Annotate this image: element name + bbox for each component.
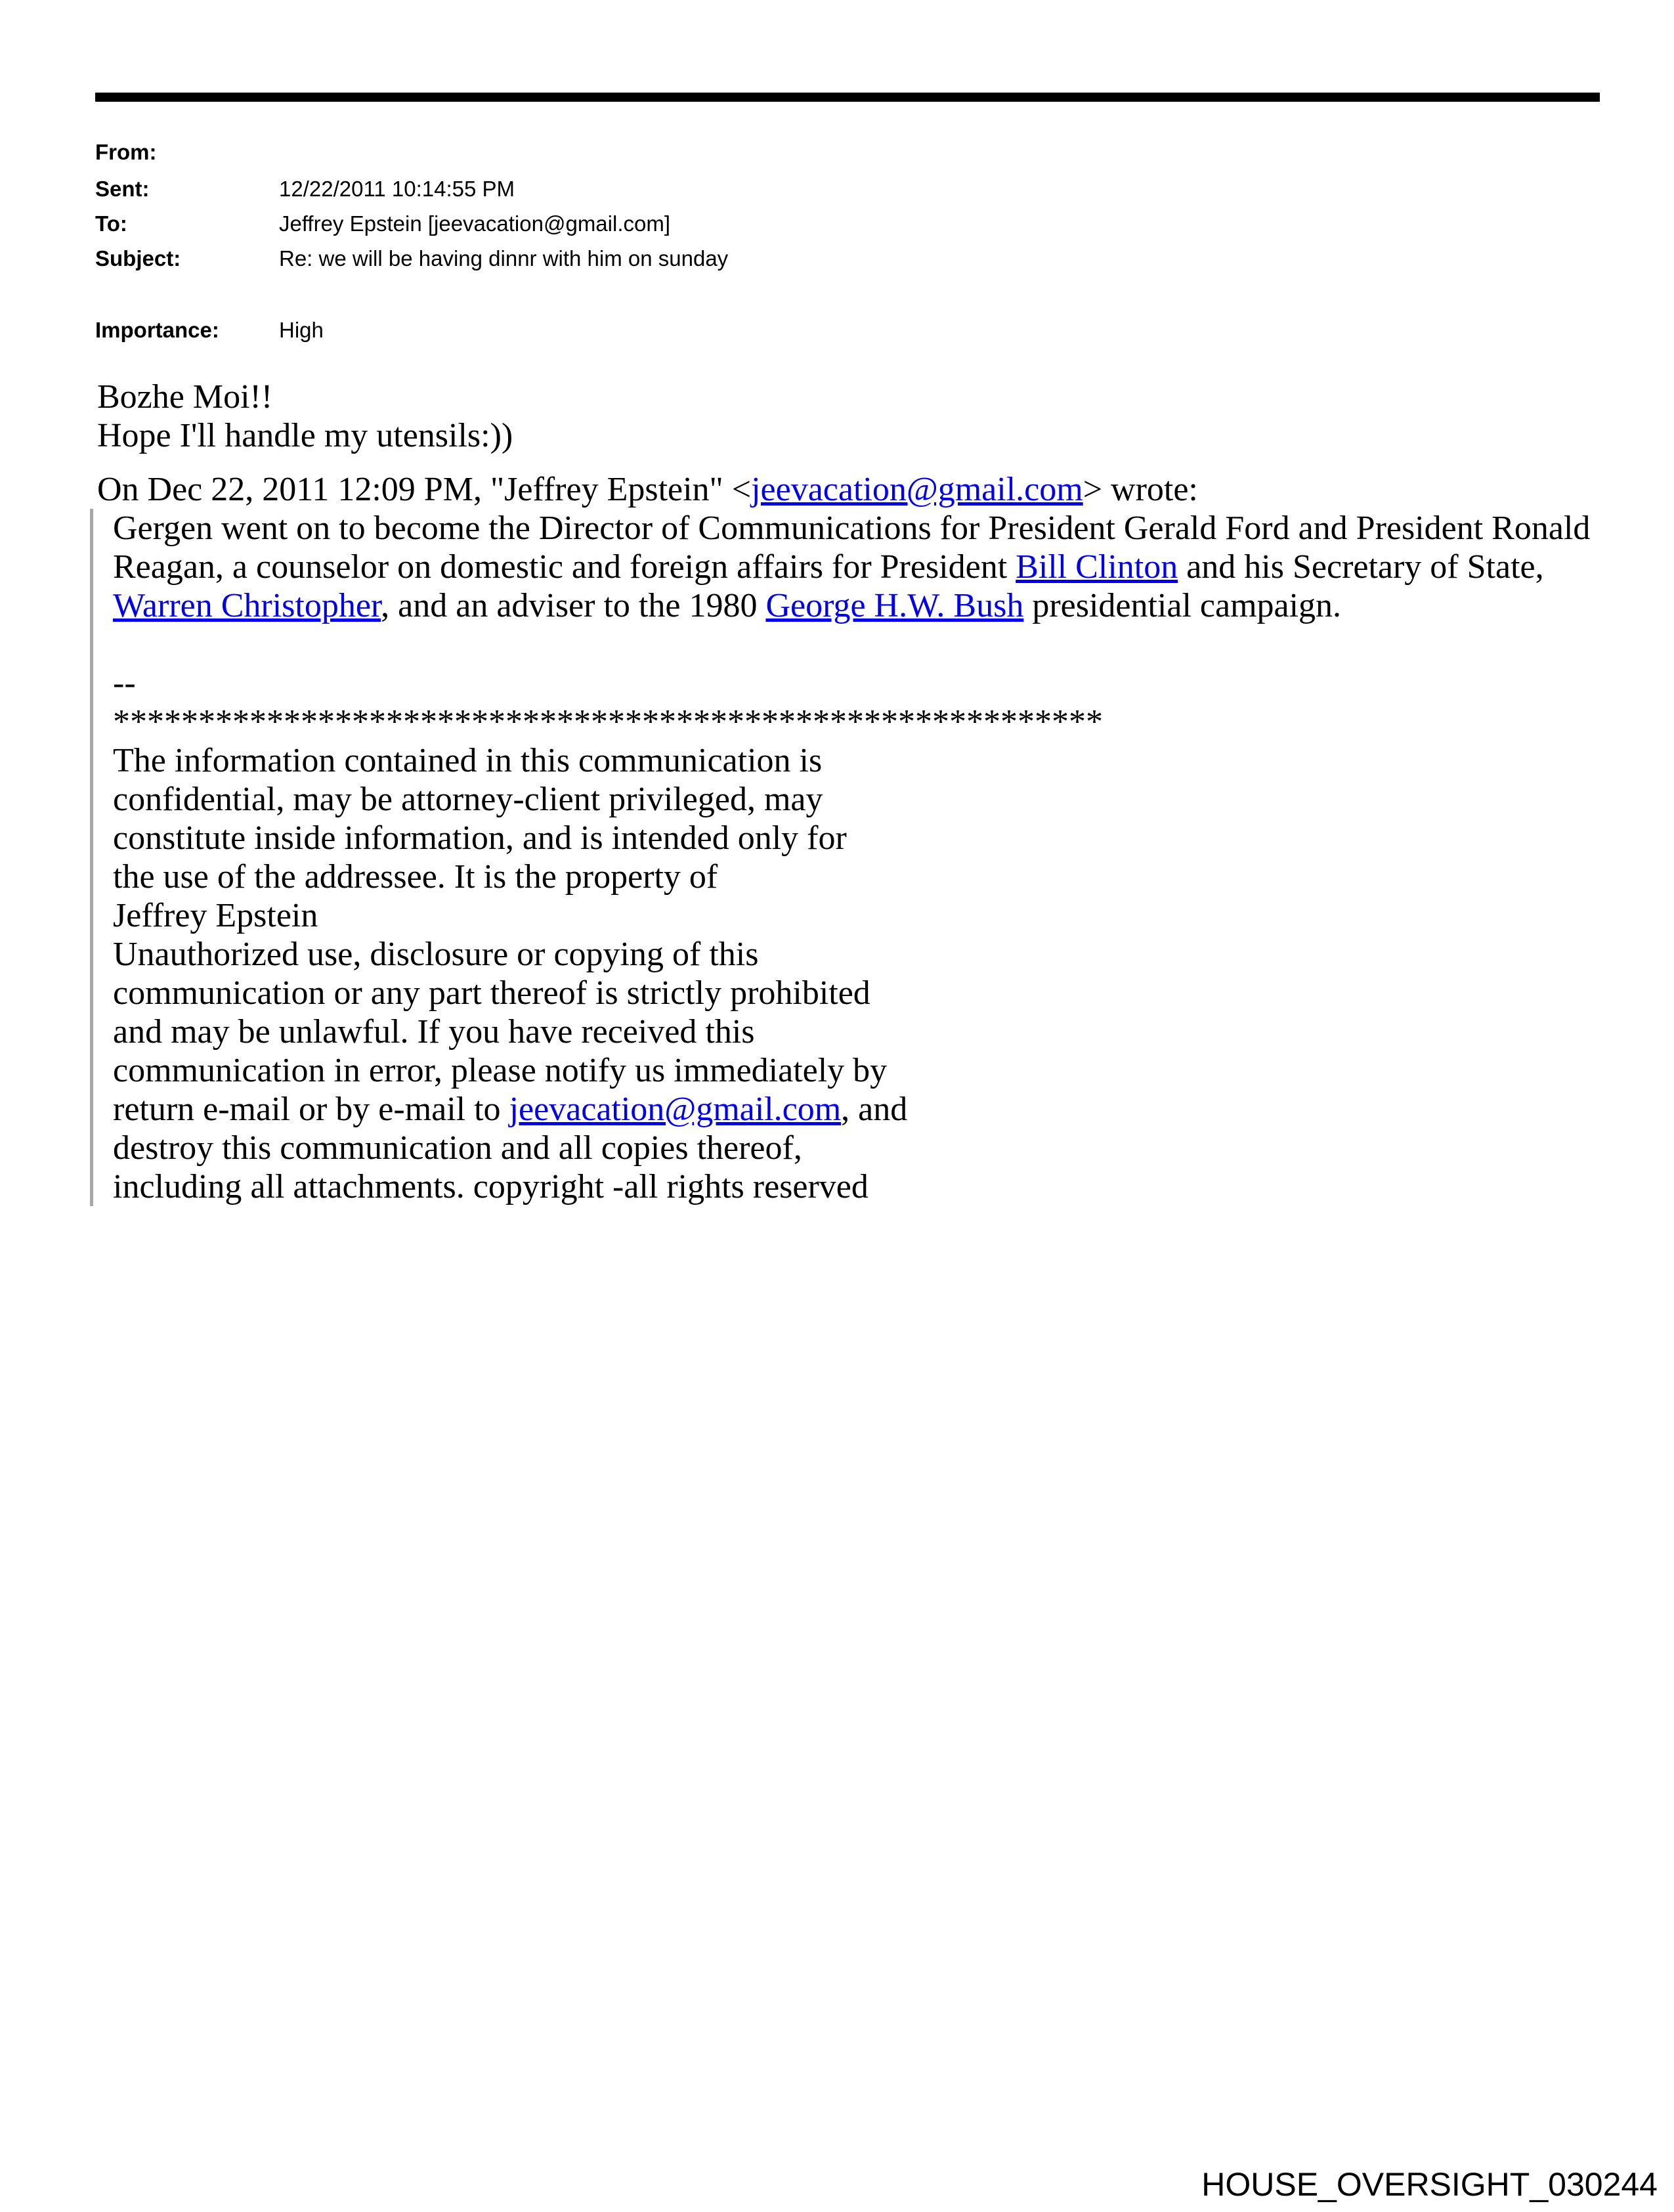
disclaimer-line	[113, 935, 1646, 974]
disclaimer-line	[113, 1167, 1646, 1206]
greeting-line	[97, 416, 1646, 455]
asterisk-divider	[113, 703, 1646, 741]
blank-line	[113, 625, 1646, 664]
quoted-message-block	[90, 509, 1646, 1206]
wrote-block	[97, 470, 1646, 509]
quoted-text-line	[113, 586, 1646, 625]
text-segment: Unauthorized use, disclosure or copying of this	[113, 936, 759, 973]
text-segment: destroy this communication and all copies thereof,	[113, 1129, 802, 1167]
text-segment: communication or any part thereof is strictly prohibited	[113, 974, 870, 1012]
disclaimer-line	[113, 741, 1646, 780]
bill-clinton-link[interactable]: Bill Clinton	[1016, 548, 1178, 586]
greeting-block	[97, 378, 1646, 455]
signature-divider	[113, 664, 1646, 703]
text-segment: , and an adviser to the 1980	[381, 587, 766, 624]
quoted-text-line	[113, 548, 1646, 586]
quoted-text-line	[113, 509, 1646, 548]
subject-label: Subject:	[95, 246, 181, 271]
disclaimer-line	[113, 780, 1646, 819]
text-segment: communication in error, please notify us immediately by	[113, 1052, 888, 1089]
header-divider-rule	[95, 93, 1600, 102]
text-segment: and his Secretary of State,	[1178, 548, 1544, 586]
email-body	[97, 378, 1646, 1206]
text-segment: --	[113, 664, 136, 702]
george-hw-bush-link[interactable]: George H.W. Bush	[765, 587, 1024, 624]
warren-christopher-link[interactable]: Warren Christopher	[113, 587, 381, 624]
sent-value: 12/22/2011 10:14:55 PM	[279, 177, 515, 201]
text-segment: Bozhe Moi!!	[97, 378, 273, 416]
text-segment: return e-mail or by e-mail to	[113, 1091, 509, 1128]
reply-email-link[interactable]: jeevacation@gmail.com	[509, 1091, 842, 1128]
header-row-from	[95, 139, 728, 176]
disclaimer-line	[113, 1129, 1646, 1167]
text-segment: > wrote:	[1083, 471, 1198, 508]
greeting-line	[97, 378, 1646, 416]
sender-email-link[interactable]: jeevacation@gmail.com	[751, 471, 1083, 508]
subject-value: Re: we will be having dinnr with him on sunday	[279, 246, 729, 271]
text-segment: the use of the addressee. It is the property of	[113, 858, 718, 896]
text-segment: including all attachments. copyright -all rights reserved	[113, 1168, 869, 1205]
text-segment: Hope I'll handle my utensils:))	[97, 417, 513, 454]
wrote-line	[97, 470, 1646, 509]
to-value: Jeffrey Epstein [jeevacation@gmail.com]	[279, 211, 670, 236]
disclaimer-line	[113, 896, 1646, 935]
text-segment: Jeffrey Epstein	[113, 897, 318, 934]
text-segment: **********************************************************	[113, 703, 1103, 741]
text-segment: Gergen went on to become the Director of Communications for President Gerald Ford and President Ronald	[113, 510, 1591, 547]
bates-number: HOUSE_OVERSIGHT_030244	[1201, 2166, 1658, 2203]
from-label: From:	[95, 140, 157, 164]
disclaimer-line	[113, 974, 1646, 1012]
text-segment: On Dec 22, 2011 12:09 PM, "Jeffrey Epstein" <	[97, 471, 752, 508]
importance-value: High	[279, 318, 324, 342]
header-row-to	[95, 211, 728, 246]
disclaimer-line	[113, 1090, 1646, 1129]
text-segment: and may be unlawful. If you have received this	[113, 1013, 755, 1051]
text-segment: The information contained in this communication is	[113, 742, 823, 779]
importance-label: Importance:	[95, 318, 219, 342]
text-segment: confidential, may be attorney-client privileged, may	[113, 781, 823, 818]
email-header	[95, 139, 728, 352]
disclaimer-line	[113, 1051, 1646, 1090]
disclaimer-line	[113, 857, 1646, 896]
disclaimer-line	[113, 1012, 1646, 1051]
sent-label: Sent:	[95, 177, 150, 201]
text-segment: Reagan, a counselor on domestic and foreign affairs for President	[113, 548, 1016, 586]
disclaimer-line	[113, 819, 1646, 857]
header-row-importance	[95, 317, 728, 352]
text-segment: , and	[841, 1091, 908, 1128]
text-segment: presidential campaign.	[1023, 587, 1342, 624]
header-row-sent	[95, 176, 728, 211]
text-segment: constitute inside information, and is intended only for	[113, 819, 847, 857]
to-label: To:	[95, 211, 127, 236]
header-row-subject	[95, 246, 728, 280]
